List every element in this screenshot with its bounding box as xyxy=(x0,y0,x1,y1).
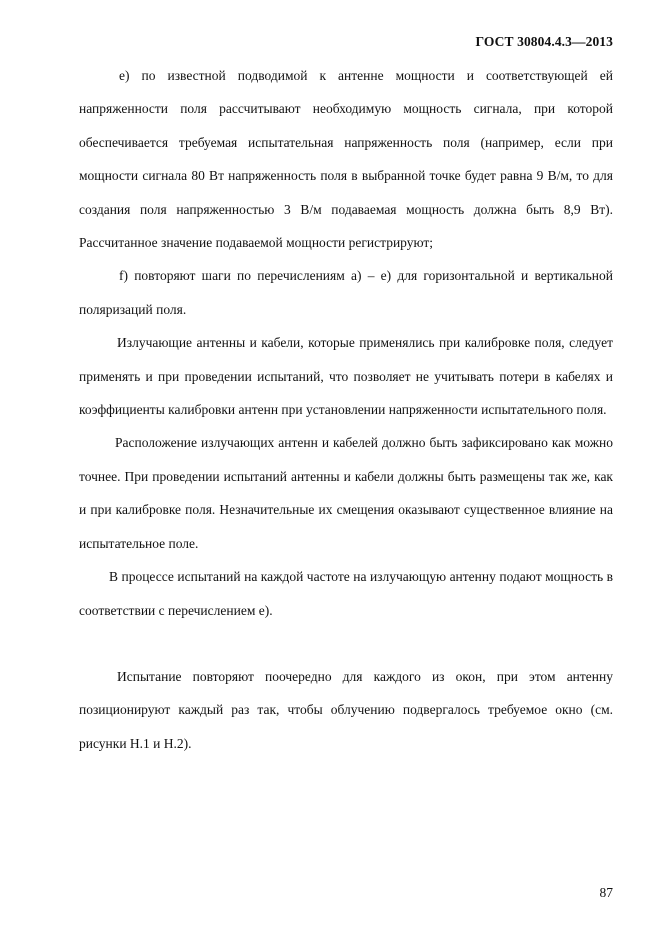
paragraph-spacer xyxy=(79,627,613,660)
paragraph-antennas-cables: Излучающие антенны и кабели, которые применялись при калибровке поля, следует применять и при проведении испытаний, что позволяет не учитывать потери в кабелях и коэффициенты калибровки антенн при установлении напряженности испытательного поля. xyxy=(79,335,613,418)
paragraph-field-calculation: е) по известной подводимой к антенне мощности и соответствующей ей напряженности поля рассчитывают необходимую мощность сигнала, при которой обеспечивается требуемая испытательная напряженность поля (например, если при мощности сигнала 80 Вт напряженность поля в выбранной точке будет равна 9 В/м, то для создания поля напряженностью 3 В/м подаваемая мощность должна быть 8,9 Вт). Рассчитанное значение подаваемой мощности регистрируют; xyxy=(79,68,613,251)
document-standard-header: ГОСТ 30804.4.3—2013 xyxy=(475,34,613,49)
paragraph-repeat-steps: f) повторяют шаги по перечислениям а) – е) для горизонтальной и вертикальной поляризаций поля. xyxy=(79,268,613,317)
document-body xyxy=(79,59,613,760)
paragraph-power-supply: В процессе испытаний на каждой частоте на излучающую антенну подают мощность в соответствии с перечислением е). xyxy=(79,569,613,618)
page-number: 87 xyxy=(599,885,613,900)
paragraph-positioning: Расположение излучающих антенн и кабелей должно быть зафиксировано как можно точнее. При проведении испытаний антенны и кабели должны быть размещены так же, как и при калибровке поля. Незначительные их смещения оказывают существенное влияние на испытательное поле. xyxy=(79,435,613,551)
paragraph-window-testing: Испытание повторяют поочередно для каждого из окон, при этом антенну позиционируют каждый раз так, чтобы облучению подвергалось требуемое окно (см. рисунки Н.1 и Н.2). xyxy=(79,668,613,751)
